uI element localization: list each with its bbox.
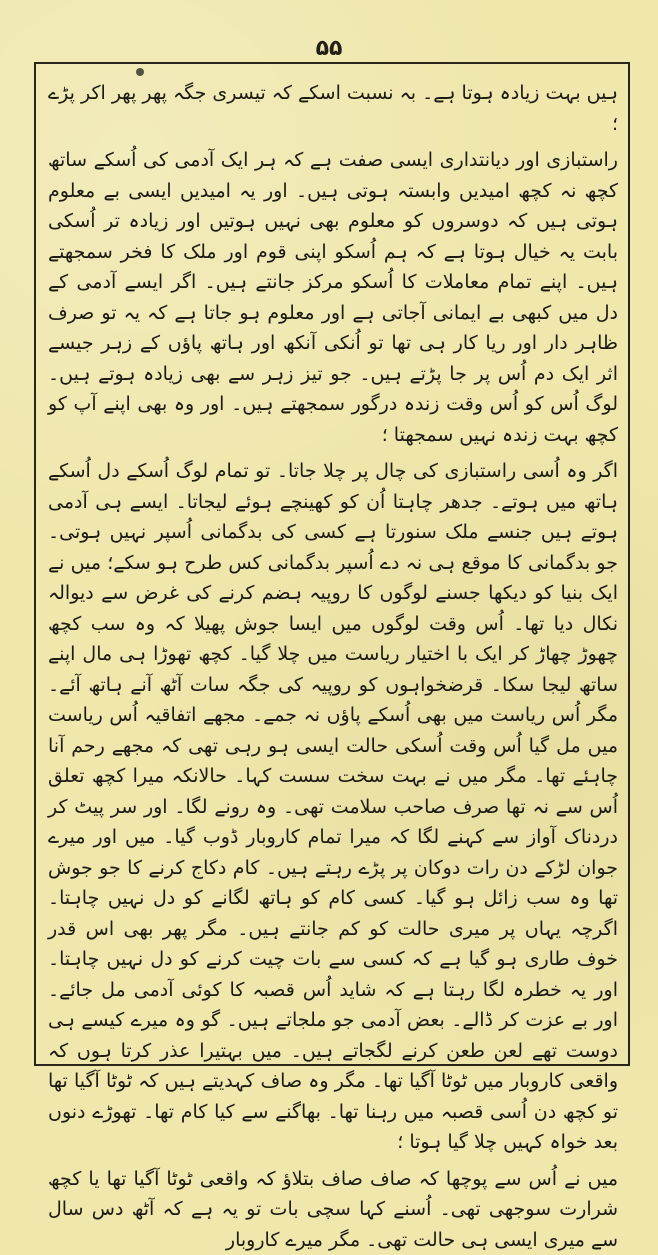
text-paragraph: ہیں بہت زیادہ ہوتا ہے۔ بہ نسبت اسکے کہ تیسری جگہ پھر پھر اکر پڑے ؛: [48, 78, 618, 139]
page-number: ۵۵: [0, 36, 658, 61]
text-paragraph: میں نے اُس سے پوچھا کہ صاف صاف بتلاؤ کہ واقعی ٹوٹا آگیا تھا یا کچھ شرارت سوجھی تھی۔ اُسنے کہا سچی بات تو یہ ہے کہ آٹھ دس سال سے میری ایسی ہی حالت تھی۔ مگر میرے کاروبار: [48, 1164, 618, 1255]
text-paragraph: اگر وہ اُسی راستبازی کی چال پر چلا جاتا۔ تو تمام لوگ اُسکے دل اُسکے ہاتھ میں ہوتے۔ جدھر چاہتا اُن کو کھینچے ہوئے لیجاتا۔ ایسے ہی آدمی ہوتے ہیں جنسے ملک سنورتا ہے کسی کی بدگمانی اُسپر نہیں ہوتی۔ جو بدگمانی کا موقع ہی نہ دے اُسپر بدگمانی کس طرح ہو سکے؛ میں نے ایک بنیا کو دیکھا جسنے لوگوں کا روپیہ ہضم کرنے کی غرض سے دیوالہ نکال دیا تھا۔ اُس وقت لوگوں میں ایسا جوش پھیلا کہ وہ سب کچھ چھوڑ چھاڑ کر ایک با اختیار ریاست میں چلا گیا۔ کچھ تھوڑا ہی مال اپنے ساتھ لیجا سکا۔ قرضخواہوں کو روپیہ کی جگہ سات آٹھ آنے ہاتھ آئے۔ مگر اُس ریاست میں بھی اُسکے پاؤں نہ جمے۔ مجھے اتفاقیہ اُس ریاست میں مل گیا اُس وقت اُسکی حالت ایسی ہو رہی تھی کہ مجھے رحم آنا چاہئے تھا۔ مگر میں نے بہت سخت سست کہا۔ حالانکہ میرا کچھ تعلق اُس سے نہ تھا صرف صاحب سلامت تھی۔ وہ رونے لگا۔ اور سر پیٹ کر دردناک آواز سے کہنے لگا کہ میرا تمام کاروبار ڈوب گیا۔ میں اور میرے جوان لڑکے دن رات دوکان پر پڑے رہتے ہیں۔ کام دکاج کرنے کا جو جوش تھا وہ سب زائل ہو گیا۔ کسی کام کو ہاتھ لگانے کو دل نہیں چاہتا۔ اگرچہ یہاں پر میری حالت کو کم جانتے ہیں۔ مگر پھر بھی اس قدر خوف طاری ہو گیا ہے کہ کسی سے بات چیت کرنے کو دل نہیں چاہتا۔ اور یہ خطرہ لگا رہتا ہے کہ شاید اُس قصبہ کا کوئی آدمی مل جائے۔ اور بے عزت کر ڈالے۔ بعض آدمی جو ملجاتے ہیں۔ گو وہ میرے کیسے ہی دوست تھے لعن طعن کرنے لگجاتے ہیں۔ میں بہتیرا عذر کرتا ہوں کہ واقعی کاروبار میں ٹوٹا آگیا تھا۔ مگر وہ صاف کہدیتے ہیں کہ ٹوٹا آگیا تھا تو کچھ دن اُسی قصبہ میں رہنا تھا۔ بھاگنے سے کیا کام تھا۔ تھوڑے دنوں بعد خواہ کہیں چلا گیا ہوتا ؛: [48, 456, 618, 1158]
text-paragraph: راستبازی اور دیانتداری ایسی صفت ہے کہ ہر ایک آدمی کی اُسکے ساتھ کچھ نہ کچھ امیدیں وابستہ ہوتی ہیں۔ اور یہ امیدیں ایسی بے معلوم ہوتی ہیں کہ دوسروں کو معلوم بھی نہیں ہوتیں اور زیادہ تر اُسکی بابت یہ خیال ہوتا ہے کہ ہم اُسکو اپنی قوم اور ملک کا فخر سمجھتے ہیں۔ اپنے تمام معاملات کا اُسکو مرکز جانتے ہیں۔ اگر ایسے آدمی کے دل میں کبھی بے ایمانی آجاتی ہے اور معلوم ہو جاتا ہے کہ یہ تو صرف ظاہر دار اور ریا کار ہی تھا تو اُنکی آنکھ اور ہاتھ پاؤں کے زہر جیسے اثر ایک دم اُس پر جا پڑتے ہیں۔ جو تیز زہر سے بھی زیادہ ہوتے ہیں۔ لوگ اُس کو اُس وقت زندہ درگور سمجھتے ہیں۔ اور وہ بھی اپنے آپ کو کچھ بہت زندہ نہیں سمجھتا ؛: [48, 145, 618, 450]
decorative-ink-dot: [136, 68, 144, 76]
page-border-frame: [34, 62, 630, 1066]
main-text-body: [48, 78, 618, 1050]
